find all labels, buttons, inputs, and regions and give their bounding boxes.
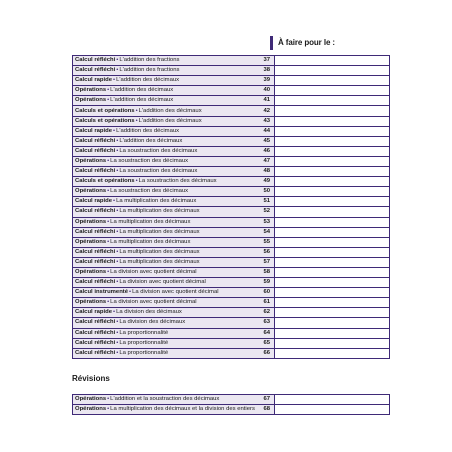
due-date-field[interactable] — [275, 197, 390, 207]
lesson-topic: La multiplication des décimaux — [119, 258, 200, 265]
lesson-label — [73, 156, 256, 166]
lesson-row — [73, 76, 390, 86]
page-number: 57 — [255, 257, 275, 267]
lesson-row — [73, 187, 390, 197]
page-number: 38 — [255, 66, 275, 76]
lesson-topic: La division des décimaux — [116, 309, 182, 316]
due-date-header — [270, 34, 385, 51]
lesson-category: Calcul rapide — [75, 77, 112, 84]
bullet-separator: • — [116, 258, 119, 265]
lesson-label — [73, 96, 256, 106]
lesson-category: Calcul réfléchi — [75, 168, 116, 175]
due-date-title: À faire pour le : — [278, 38, 335, 47]
page-number: 47 — [255, 156, 275, 166]
lessons-table — [72, 55, 390, 359]
bullet-separator: • — [107, 396, 110, 403]
lesson-label — [73, 348, 256, 358]
page-number: 66 — [255, 348, 275, 358]
due-date-field[interactable] — [275, 318, 390, 328]
due-date-field[interactable] — [275, 237, 390, 247]
bullet-separator: • — [135, 117, 138, 124]
header-accent-bar — [270, 36, 273, 50]
lesson-row — [73, 197, 390, 207]
lesson-label — [73, 177, 256, 187]
bullet-separator: • — [107, 87, 110, 94]
lesson-topic: L'addition des fractions — [119, 57, 180, 64]
lesson-label — [73, 207, 256, 217]
lesson-row — [73, 86, 390, 96]
lesson-label — [73, 298, 256, 308]
due-date-field[interactable] — [275, 56, 390, 66]
lesson-category: Opérations — [75, 299, 107, 306]
lesson-row — [73, 348, 390, 358]
lesson-row — [73, 136, 390, 146]
page-number: 55 — [255, 237, 275, 247]
lesson-row — [73, 278, 390, 288]
page-number: 42 — [255, 106, 275, 116]
lesson-topic: La soustraction des décimaux — [119, 168, 198, 175]
due-date-field[interactable] — [275, 86, 390, 96]
lesson-row — [73, 405, 390, 415]
lesson-category: Calcul réfléchi — [75, 258, 116, 265]
lesson-label — [73, 395, 256, 405]
lesson-label — [73, 217, 256, 227]
lesson-label — [73, 167, 256, 177]
revisions-title: Révisions — [72, 374, 110, 383]
lesson-topic: La multiplication des décimaux — [116, 198, 197, 205]
lesson-topic: La division des décimaux — [119, 319, 186, 326]
lesson-label — [73, 338, 256, 348]
lesson-row — [73, 395, 390, 405]
lesson-label — [73, 66, 256, 76]
lesson-category: Calcul réfléchi — [75, 339, 116, 346]
lesson-category: Calcul réfléchi — [75, 67, 116, 74]
due-date-field[interactable] — [275, 187, 390, 197]
due-date-field[interactable] — [275, 136, 390, 146]
page-number: 60 — [255, 288, 275, 298]
lesson-row — [73, 267, 390, 277]
page-number: 64 — [255, 328, 275, 338]
page-number: 37 — [255, 56, 275, 66]
lesson-topic: La soustraction des décimaux — [138, 178, 217, 185]
lesson-topic: L'addition des décimaux — [119, 137, 183, 144]
lesson-label — [73, 328, 256, 338]
lesson-category: Calcul rapide — [75, 127, 112, 134]
due-date-field[interactable] — [275, 338, 390, 348]
lesson-topic: L'addition et la soustraction des décimaux — [110, 396, 220, 403]
due-date-field[interactable] — [275, 405, 390, 415]
lesson-category: Opérations — [75, 269, 107, 276]
due-date-field[interactable] — [275, 298, 390, 308]
page-number: 41 — [255, 96, 275, 106]
lesson-topic: La multiplication des décimaux et la division des entiers — [110, 406, 255, 413]
lesson-row — [73, 227, 390, 237]
bullet-separator: • — [113, 309, 116, 316]
lesson-row — [73, 96, 390, 106]
due-date-field[interactable] — [275, 126, 390, 136]
lesson-category: Calcul rapide — [75, 198, 112, 205]
bullet-separator: • — [107, 218, 110, 225]
lesson-label — [73, 76, 256, 86]
due-date-field[interactable] — [275, 146, 390, 156]
lesson-row — [73, 308, 390, 318]
bullet-separator: • — [107, 188, 110, 195]
lesson-row — [73, 247, 390, 257]
due-date-field[interactable] — [275, 66, 390, 76]
due-date-field[interactable] — [275, 288, 390, 298]
due-date-field[interactable] — [275, 106, 390, 116]
page-number: 50 — [255, 187, 275, 197]
lesson-topic: La proportionnalité — [119, 349, 169, 356]
bullet-separator: • — [116, 329, 119, 336]
due-date-field[interactable] — [275, 257, 390, 267]
lesson-category: Opérations — [75, 396, 107, 403]
lesson-category: Opérations — [75, 87, 107, 94]
lesson-label — [73, 56, 256, 66]
page-number: 54 — [255, 227, 275, 237]
bullet-separator: • — [116, 208, 119, 215]
lesson-category: Opérations — [75, 188, 107, 195]
lesson-row — [73, 298, 390, 308]
lesson-row — [73, 167, 390, 177]
page-number: 63 — [255, 318, 275, 328]
lesson-label — [73, 227, 256, 237]
lesson-label — [73, 308, 256, 318]
bullet-separator: • — [116, 248, 119, 255]
lesson-category: Calcul instrumenté — [75, 289, 129, 296]
lesson-category: Calcul réfléchi — [75, 349, 116, 356]
bullet-separator: • — [107, 238, 110, 245]
lesson-row — [73, 338, 390, 348]
page-number: 45 — [255, 136, 275, 146]
lesson-category: Calcul réfléchi — [75, 248, 116, 255]
lesson-category: Calculs et opérations — [75, 107, 135, 114]
bullet-separator: • — [116, 137, 119, 144]
lesson-topic: L'addition des décimaux — [116, 77, 180, 84]
lesson-category: Opérations — [75, 218, 107, 225]
lesson-row — [73, 288, 390, 298]
page-number: 56 — [255, 247, 275, 257]
bullet-separator: • — [113, 198, 116, 205]
due-date-field[interactable] — [275, 207, 390, 217]
bullet-separator: • — [116, 57, 119, 64]
page-number: 62 — [255, 308, 275, 318]
lesson-row — [73, 56, 390, 66]
lesson-category: Calcul réfléchi — [75, 228, 116, 235]
lesson-category: Calcul réfléchi — [75, 208, 116, 215]
bullet-separator: • — [116, 67, 119, 74]
page-number: 48 — [255, 167, 275, 177]
lesson-category: Calcul réfléchi — [75, 319, 116, 326]
lesson-category: Calcul réfléchi — [75, 147, 116, 154]
page-number: 51 — [255, 197, 275, 207]
bullet-separator: • — [116, 168, 119, 175]
page-number: 68 — [255, 405, 275, 415]
due-date-field[interactable] — [275, 267, 390, 277]
bullet-separator: • — [107, 97, 110, 104]
lesson-row — [73, 66, 390, 76]
page-number: 44 — [255, 126, 275, 136]
lesson-topic: La proportionnalité — [119, 329, 169, 336]
lesson-category: Calculs et opérations — [75, 178, 135, 185]
due-date-field[interactable] — [275, 227, 390, 237]
lesson-category: Calcul réfléchi — [75, 137, 116, 144]
bullet-separator: • — [107, 406, 110, 413]
lesson-label — [73, 106, 256, 116]
page-number: 65 — [255, 338, 275, 348]
revisions-table — [72, 394, 390, 415]
bullet-separator: • — [135, 178, 138, 185]
bullet-separator: • — [113, 127, 116, 134]
lesson-row — [73, 207, 390, 217]
page-number: 39 — [255, 76, 275, 86]
lesson-topic: La multiplication des décimaux — [110, 238, 191, 245]
lesson-row — [73, 146, 390, 156]
lesson-topic: L'addition des décimaux — [138, 117, 202, 124]
lesson-label — [73, 267, 256, 277]
page-number: 59 — [255, 278, 275, 288]
lesson-topic: La division avec quotient décimal — [110, 269, 197, 276]
due-date-field[interactable] — [275, 217, 390, 227]
bullet-separator: • — [113, 77, 116, 84]
lesson-label — [73, 237, 256, 247]
due-date-field[interactable] — [275, 278, 390, 288]
lesson-label — [73, 257, 256, 267]
due-date-field[interactable] — [275, 395, 390, 405]
bullet-separator: • — [107, 157, 110, 164]
lesson-topic: La multiplication des décimaux — [119, 248, 200, 255]
due-date-field[interactable] — [275, 177, 390, 187]
lesson-row — [73, 237, 390, 247]
lesson-category: Opérations — [75, 238, 107, 245]
lesson-label — [73, 288, 256, 298]
bullet-separator: • — [116, 147, 119, 154]
lesson-topic: La proportionnalité — [119, 339, 169, 346]
lesson-row — [73, 156, 390, 166]
lesson-topic: L'addition des fractions — [119, 67, 180, 74]
lesson-category: Opérations — [75, 157, 107, 164]
lesson-label — [73, 146, 256, 156]
lesson-category: Opérations — [75, 97, 107, 104]
due-date-field[interactable] — [275, 328, 390, 338]
page-number: 46 — [255, 146, 275, 156]
lesson-row — [73, 106, 390, 116]
lesson-topic: La soustraction des décimaux — [110, 157, 189, 164]
lesson-label — [73, 187, 256, 197]
lesson-label — [73, 405, 256, 415]
due-date-field[interactable] — [275, 247, 390, 257]
lesson-row — [73, 116, 390, 126]
lesson-category: Calcul réfléchi — [75, 279, 116, 286]
lesson-label — [73, 197, 256, 207]
bullet-separator: • — [116, 319, 119, 326]
bullet-separator: • — [116, 339, 119, 346]
lesson-row — [73, 126, 390, 136]
lesson-topic: La division avec quotient décimal — [119, 279, 206, 286]
page-number: 43 — [255, 116, 275, 126]
lesson-label — [73, 116, 256, 126]
lesson-row — [73, 328, 390, 338]
lesson-topic: La division avec quotient décimal — [110, 299, 197, 306]
lesson-label — [73, 318, 256, 328]
lesson-row — [73, 318, 390, 328]
lesson-label — [73, 136, 256, 146]
lesson-label — [73, 126, 256, 136]
lesson-topic: La multiplication des décimaux — [119, 228, 200, 235]
lesson-label — [73, 278, 256, 288]
lesson-topic: La multiplication des décimaux — [119, 208, 200, 215]
due-date-field[interactable] — [275, 348, 390, 358]
page-number: 58 — [255, 267, 275, 277]
lesson-topic: L'addition des décimaux — [138, 107, 202, 114]
bullet-separator: • — [129, 289, 132, 296]
page-number: 61 — [255, 298, 275, 308]
lesson-row — [73, 177, 390, 187]
lesson-category: Calcul réfléchi — [75, 329, 116, 336]
page-number: 40 — [255, 86, 275, 96]
due-date-field[interactable] — [275, 167, 390, 177]
lesson-category: Calculs et opérations — [75, 117, 135, 124]
lesson-category: Opérations — [75, 406, 107, 413]
bullet-separator: • — [116, 228, 119, 235]
lesson-topic: La soustraction des décimaux — [119, 147, 198, 154]
due-date-field[interactable] — [275, 308, 390, 318]
lesson-topic: La division avec quotient décimal — [132, 289, 219, 296]
bullet-separator: • — [135, 107, 138, 114]
lesson-label — [73, 247, 256, 257]
lesson-category: Calcul rapide — [75, 309, 112, 316]
due-date-field[interactable] — [275, 96, 390, 106]
page-number: 67 — [255, 395, 275, 405]
lesson-row — [73, 217, 390, 227]
bullet-separator: • — [107, 299, 110, 306]
due-date-field[interactable] — [275, 116, 390, 126]
bullet-separator: • — [116, 279, 119, 286]
page-number: 52 — [255, 207, 275, 217]
lesson-topic: L'addition des décimaux — [110, 97, 174, 104]
page-number: 53 — [255, 217, 275, 227]
lesson-topic: La soustraction des décimaux — [110, 188, 189, 195]
lesson-topic: L'addition des décimaux — [110, 87, 174, 94]
page-number: 49 — [255, 177, 275, 187]
lesson-label — [73, 86, 256, 96]
lesson-row — [73, 257, 390, 267]
due-date-field[interactable] — [275, 76, 390, 86]
lesson-category: Calcul réfléchi — [75, 57, 116, 64]
bullet-separator: • — [107, 269, 110, 276]
lesson-topic: La multiplication des décimaux — [110, 218, 191, 225]
lesson-topic: L'addition des décimaux — [116, 127, 180, 134]
due-date-field[interactable] — [275, 156, 390, 166]
bullet-separator: • — [116, 349, 119, 356]
